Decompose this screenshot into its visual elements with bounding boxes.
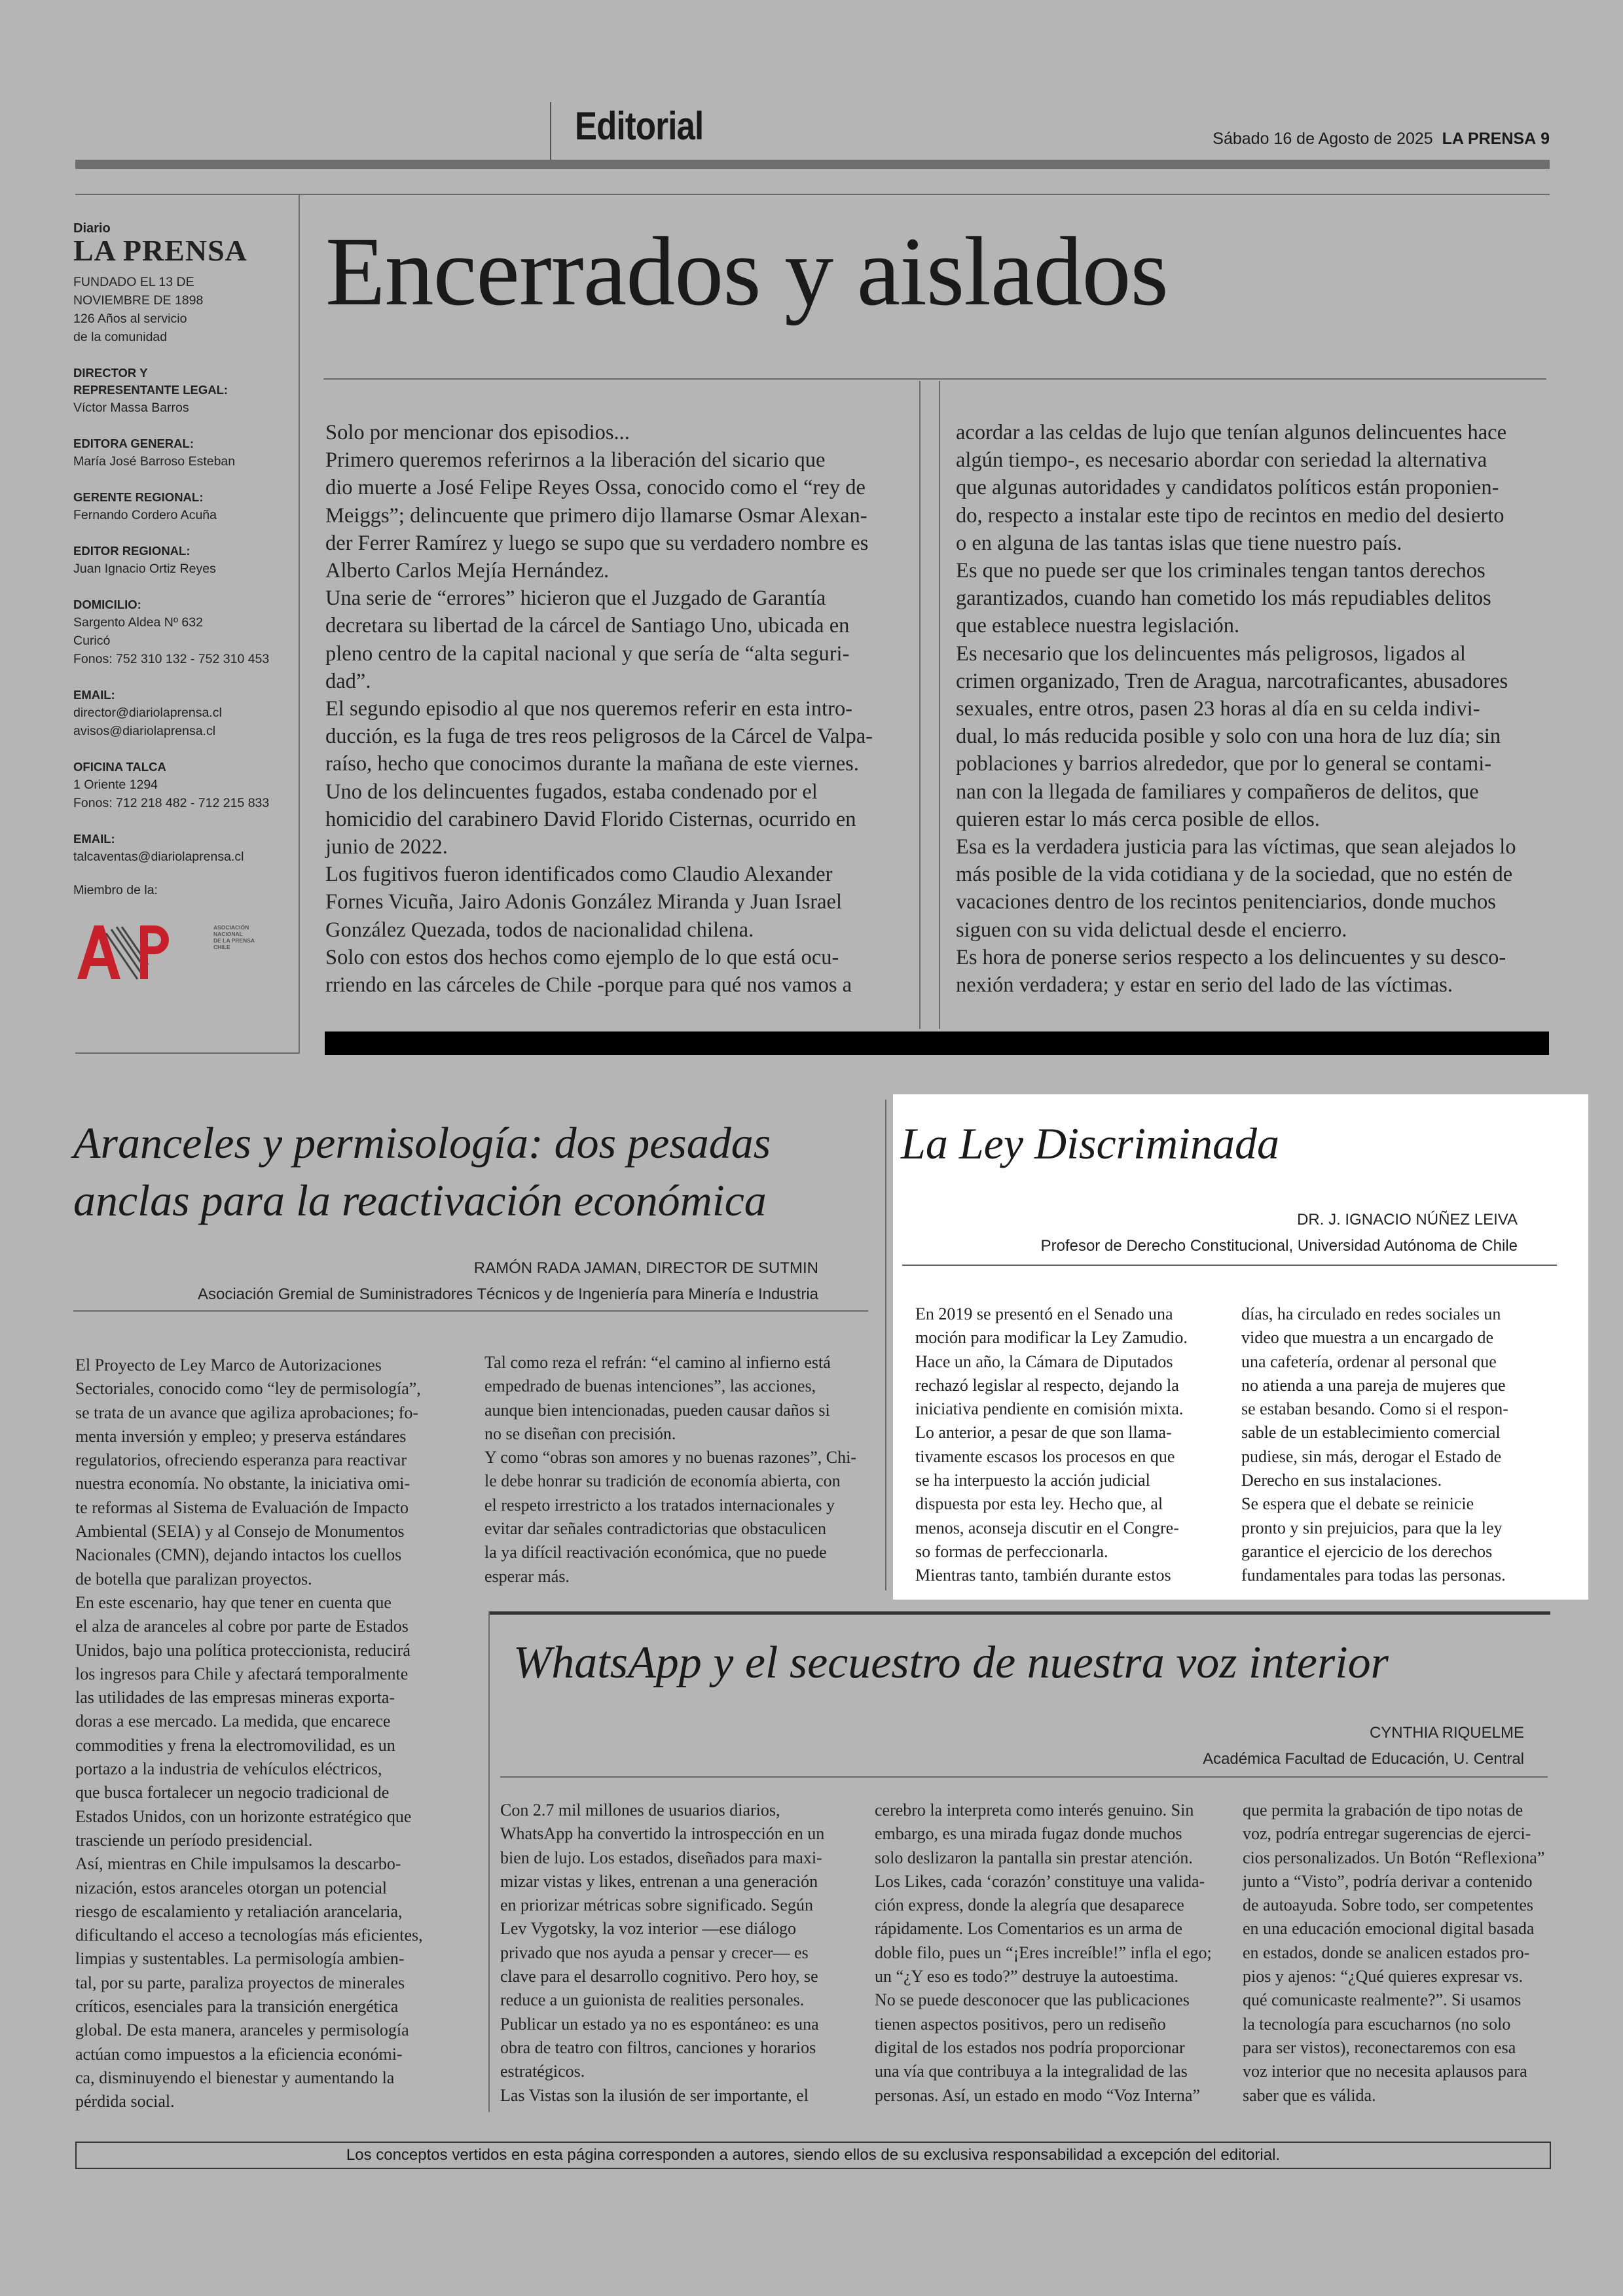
whatsapp-col1-line: WhatsApp ha convertido la introspección en un <box>500 1824 825 1844</box>
whatsapp-col3-line: voz interior que no necesita aplausos para <box>1243 2062 1527 2081</box>
ley-col2-line: días, ha circulado en redes sociales un <box>1241 1304 1501 1323</box>
aranceles-col1-line: En este escenario, hay que tener en cuenta que <box>75 1592 392 1612</box>
masthead-kicker: Diario <box>73 221 111 236</box>
founded-text <box>73 273 289 346</box>
editorial-column-1 <box>325 419 902 999</box>
editorial-column-2 <box>956 419 1545 999</box>
editorial-col1-line: dio muerte a José Felipe Reyes Ossa, conocido como el “rey de <box>325 476 866 500</box>
staff-email-link[interactable]: talcaventas@diariolaprensa.cl <box>73 850 244 864</box>
whatsapp-top-rule <box>488 1611 1550 1615</box>
editorial-col2-line: o en alguna de las tantas islas que tiene nuestro país. <box>956 531 1402 555</box>
editorial-col1-line: raíso, hecho que conocimos durante la mañana de este viernes. <box>325 752 859 776</box>
ley-column-2 <box>1241 1302 1556 1588</box>
editorial-col2-line: nan con la llegada de familiares y compañeros de delitos, que <box>956 780 1479 804</box>
aranceles-col1-line: nización, estos aranceles otorgan un potencial <box>75 1878 388 1897</box>
editorial-title: Encerrados y aislados <box>325 217 1168 326</box>
whatsapp-title: WhatsApp y el secuestro de nuestra voz interior <box>513 1638 1389 1688</box>
section-label: Editorial <box>575 104 704 148</box>
editorial-col1-line: Alberto Carlos Mejía Hernández. <box>325 559 610 583</box>
aranceles-title-line-1: Aranceles y permisología: dos pesadas <box>73 1118 771 1168</box>
aranceles-col1-line: commodities y frena la electromovilidad, es un <box>75 1735 395 1755</box>
footer-disclaimer: Los conceptos vertidos en esta página corresponden a autores, siendo ellos de su exclusiva responsabilidad a excepción del editorial. <box>346 2146 1281 2164</box>
footer-disclaimer-box <box>75 2142 1551 2169</box>
editorial-col2-line: dual, lo más reducida posible y solo con una hora de luz día; sin <box>956 725 1501 749</box>
ley-col1-line: se ha interpuesto la acción judicial <box>915 1471 1150 1490</box>
whatsapp-column-3 <box>1243 1799 1550 2108</box>
aranceles-col2-line: Tal como reza el refrán: “el camino al infierno está <box>484 1353 831 1372</box>
ley-col2-line: video que muestra a un encargado de <box>1241 1328 1494 1348</box>
ley-col2-line: garantice el ejercicio de los derechos <box>1241 1541 1493 1561</box>
editorial-col2-line: Es hora de ponerse serios respecto a los delincuentes y su desco- <box>956 945 1506 969</box>
whatsapp-col2-line: digital de los estados nos podría proporcionar <box>875 2037 1185 2057</box>
ley-col1-line: rechazó legislar al respecto, dejando la <box>915 1375 1179 1395</box>
aranceles-col1-line: global. De esta manera, aranceles y permisología <box>75 2020 409 2040</box>
editorial-col2-line: acordar a las celdas de lujo que tenían algunos delincuentes hace <box>956 421 1507 444</box>
whatsapp-col2-line: doble filo, pues un “¡Eres increíble!” infla el ego; <box>875 1943 1212 1962</box>
aranceles-column-1 <box>75 1354 442 2114</box>
founded-line: FUNDADO EL 13 DE <box>73 275 194 289</box>
aranceles-col1-line: pérdida social. <box>75 2092 175 2111</box>
staff-heading: EMAIL: <box>73 688 115 702</box>
aranceles-col1-line: doras a ese mercado. La medida, que encarece <box>75 1712 391 1731</box>
ley-col1-line: dispuesta por esta ley. Hecho que, al <box>915 1494 1163 1514</box>
whatsapp-col1-line: estratégicos. <box>500 2062 585 2081</box>
whatsapp-col2-line: un “¿Y eso es todo?” destruye la autoestima. <box>875 1967 1178 1986</box>
aranceles-col1-line: las utilidades de las empresas mineras exporta- <box>75 1688 395 1708</box>
anp-logo-icon <box>75 920 173 983</box>
editorial-col2-line: que algunas autoridades y candidatos políticos están proponien- <box>956 476 1499 500</box>
whatsapp-col3-line: de autoayuda. Sobre todo, ser competentes <box>1243 1895 1534 1915</box>
staff-list <box>73 365 289 866</box>
header-rule <box>75 160 1550 169</box>
staff-heading: OFICINA TALCA <box>73 760 166 774</box>
staff-text: María José Barroso Esteban <box>73 454 236 469</box>
anp-sub-line: CHILE <box>213 944 230 950</box>
ley-box <box>893 1094 1588 1600</box>
ley-col2-line: pudiese, sin más, derogar el Estado de <box>1241 1446 1502 1466</box>
editorial-col1-line: Primero queremos referirnos a la liberación del sicario que <box>325 448 826 473</box>
whatsapp-col3-line: pios y ajenos: “¿Qué quieres expresar vs. <box>1243 1967 1523 1986</box>
editorial-col1-line: rriendo en las cárceles de Chile -porque para qué nos vamos a <box>325 973 852 997</box>
staff-block <box>73 831 289 866</box>
aranceles-col1-line: el alza de aranceles al cobre por parte de Estados <box>75 1617 409 1636</box>
editorial-col1-line: homicidio del carabinero David Florido Cisternas, ocurrido en <box>325 807 856 831</box>
whatsapp-col1-line: Publicar un estado ya no es espontáneo: es una <box>500 2014 819 2034</box>
aranceles-col1-line: actúan como impuestos a la eficiencia económi- <box>75 2044 403 2064</box>
whatsapp-col3-line: junto a “Visto”, podría derivar a contenido <box>1243 1871 1533 1891</box>
aranceles-col2-line: Y como “obras son amores y no buenas razones”, Chi- <box>484 1448 856 1467</box>
editorial-col2-line: Es necesario que los delincuentes más peligrosos, ligados al <box>956 641 1466 666</box>
whatsapp-author: CYNTHIA RIQUELME <box>1369 1724 1524 1742</box>
founded-line: 126 Años al servicio <box>73 312 187 326</box>
aranceles-col1-line: limpias y sustentables. La permisología ambien- <box>75 1949 405 1969</box>
editorial-col1-line: der Ferrer Ramírez y luego se supo que su verdadero nombre es <box>325 531 869 555</box>
aranceles-col1-line: los ingresos para Chile y afectará temporalmente <box>75 1664 409 1683</box>
aranceles-column-2 <box>484 1351 864 1588</box>
aranceles-col1-line: que busca fortalecer un negocio tradicional de <box>75 1783 390 1803</box>
editorial-col1-line: González Quezada, todos de nacionalidad chilena. <box>325 918 754 942</box>
ley-col2-line: Derecho en sus instalaciones. <box>1241 1471 1442 1490</box>
aranceles-col1-line: Nacionales (CMN), dejando intactos los cuellos <box>75 1545 402 1565</box>
whatsapp-col1-line: bien de lujo. Los estados, diseñados para maxi- <box>500 1848 822 1867</box>
anp-sub-line: NACIONAL <box>213 931 243 937</box>
whatsapp-col2-line: solo deslizaron la pantalla sin prestar atención. <box>875 1848 1193 1867</box>
editorial-col2-line: Es que no puede ser que los criminales tengan tantos derechos <box>956 559 1486 583</box>
staff-text: Víctor Massa Barros <box>73 401 189 415</box>
editorial-col2-line: poblaciones y barrios alrededor, que por lo general se contami- <box>956 752 1492 776</box>
ley-col1-line: Mientras tanto, también durante estos <box>915 1566 1171 1585</box>
whatsapp-col3-line: qué comunicaste realmente?”. Si usamos <box>1243 1990 1522 2010</box>
aranceles-col1-line: ca, disminuyendo el bienestar y aumentando la <box>75 2068 395 2087</box>
aranceles-title <box>73 1114 771 1229</box>
aranceles-title-line-2: anclas para la reactivación económica <box>73 1175 767 1225</box>
ley-col1-line: moción para modificar la Ley Zamudio. <box>915 1328 1188 1348</box>
ley-col2-line: se estaban besando. Como si el respon- <box>1241 1399 1508 1419</box>
aranceles-col1-line: El Proyecto de Ley Marco de Autorizaciones <box>75 1355 382 1374</box>
aranceles-col1-line: Sectoriales, conocido como “ley de permisología”, <box>75 1379 421 1399</box>
editorial-col1-line: Solo por mencionar dos episodios... <box>325 421 630 444</box>
ley-col1-line: En 2019 se presentó en el Senado una <box>915 1304 1173 1323</box>
aranceles-col1-line: tal, por su parte, paraliza proyectos de minerales <box>75 1973 405 1992</box>
aranceles-col1-line: regulatorios, ofreciendo esperanza para reactivar <box>75 1450 407 1470</box>
ley-col1-line: iniciativa pendiente en comisión mixta. <box>915 1399 1184 1419</box>
ley-col2-line: Se espera que el debate se reinicie <box>1241 1494 1474 1514</box>
editorial-col2-line: crimen organizado, Tren de Aragua, narcotraficantes, abusadores <box>956 669 1508 693</box>
masthead-logo: LA PRENSA <box>73 234 247 267</box>
staff-heading: DIRECTOR Y <box>73 366 148 380</box>
sidebar <box>73 221 289 992</box>
aranceles-affiliation: Asociación Gremial de Suministradores Técnicos y de Ingeniería para Minería e Industria <box>197 1285 818 1303</box>
editorial-col2-line: siguen con su vida delictual desde el encierro. <box>956 918 1347 942</box>
whatsapp-col1-line: en priorizar métricas sobre significado. Según <box>500 1895 813 1915</box>
staff-text: Sargento Aldea Nº 632 <box>73 615 203 630</box>
anp-sub-line: ASOCIACIÓN <box>213 924 249 931</box>
aranceles-col1-line: portazo a la industria de vehículos eléctricos, <box>75 1759 382 1779</box>
staff-heading: EDITORA GENERAL: <box>73 437 194 450</box>
header-date: Sábado 16 de Agosto de 2025 <box>1213 130 1433 148</box>
staff-block <box>73 543 289 578</box>
editorial-col2-line: que establece nuestra legislación. <box>956 614 1240 638</box>
whatsapp-byline <box>498 1720 1524 1772</box>
editorial-col2-line: sexuales, entre otros, pasen 23 horas al día en su celda indivi- <box>956 697 1480 721</box>
editorial-col1-line: dad”. <box>325 669 371 693</box>
anp-logo <box>73 920 289 992</box>
whatsapp-col2-line: No se puede desconocer que las publicaciones <box>875 1990 1190 2010</box>
staff-block <box>73 365 289 417</box>
aranceles-col1-line: Ambiental (SEIA) y al Consejo de Monumentos <box>75 1522 405 1541</box>
ley-col1-line: tivamente escasos los procesos en que <box>915 1446 1175 1466</box>
aranceles-col1-line: Unidos, bajo una política proteccionista, reducirá <box>75 1640 410 1660</box>
ley-affiliation: Profesor de Derecho Constitucional, Universidad Autónoma de Chile <box>1040 1237 1518 1255</box>
aranceles-col2-line: evitar dar señales contradictorias que obstaculicen <box>484 1519 826 1539</box>
ley-col1-line: so formas de perfeccionarla. <box>915 1541 1108 1561</box>
editorial-col1-line: Meiggs”; delincuente que primero dijo llamarse Osmar Alexan- <box>325 503 867 528</box>
editorial-col1-line: junio de 2022. <box>325 835 448 859</box>
staff-text: Curicó <box>73 634 111 648</box>
aranceles-col1-line: te reformas al Sistema de Evaluación de Impacto <box>75 1498 409 1517</box>
anp-sub-line: DE LA PRENSA <box>213 937 255 944</box>
founded-line: NOVIEMBRE DE 1898 <box>73 293 204 308</box>
header-paper: LA PRENSA <box>1442 130 1537 148</box>
header-date-line <box>1213 130 1550 149</box>
aranceles-col1-line: se trata de un avance que agiliza aprobaciones; fo- <box>75 1403 419 1422</box>
whatsapp-col2-line: Los Likes, cada ‘corazón’ constituye una valida- <box>875 1871 1205 1891</box>
staff-heading: EMAIL: <box>73 832 115 846</box>
whatsapp-affiliation: Académica Facultad de Educación, U. Central <box>1203 1750 1524 1768</box>
staff-text: Fonos: 752 310 132 - 752 310 453 <box>73 652 270 666</box>
staff-email-link[interactable]: avisos@diariolaprensa.cl <box>73 724 216 738</box>
staff-heading: GERENTE REGIONAL: <box>73 490 204 504</box>
aranceles-col2-line: aunque bien intencionadas, pueden causar daños si <box>484 1400 830 1420</box>
editorial-col2-line: más posible de la vida cotidiana y de la sociedad, que no estén de <box>956 863 1513 887</box>
aranceles-col1-line: dificultando el acceso a tecnologías más eficientes, <box>75 1926 423 1945</box>
staff-block <box>73 489 289 524</box>
whatsapp-col1-line: Lev Vygotsky, la voz interior —ese diálogo <box>500 1919 797 1939</box>
whatsapp-col3-line: que permita la grabación de tipo notas de <box>1243 1801 1523 1820</box>
aranceles-col1-line: de botella que paralizan proyectos. <box>75 1569 312 1588</box>
staff-text: Fonos: 712 218 482 - 712 215 833 <box>73 796 270 810</box>
ley-col1-line: Lo anterior, a pesar de que son llama- <box>915 1423 1172 1443</box>
staff-text: 1 Oriente 1294 <box>73 778 158 792</box>
editorial-col2-line: nexión verdadera; y estar en serio del lado de las víctimas. <box>956 973 1453 997</box>
aranceles-col2-line: esperar más. <box>484 1566 570 1586</box>
ley-col1-line: Hace un año, la Cámara de Diputados <box>915 1352 1173 1371</box>
whatsapp-col3-line: voz, podría entregar sugerencias de ejerci- <box>1243 1824 1531 1844</box>
ley-title: La Ley Discriminada <box>901 1119 1279 1168</box>
member-label: Miembro de la: <box>73 883 158 897</box>
whatsapp-col3-line: en una educación emocional digital basada <box>1243 1919 1535 1939</box>
anp-logo-subtext <box>213 924 255 950</box>
whatsapp-col1-line: Con 2.7 mil millones de usuarios diarios, <box>500 1801 780 1820</box>
staff-block <box>73 759 289 812</box>
staff-block <box>73 435 289 471</box>
aranceles-col2-line: el respeto irrestricto a los tratados internacionales y <box>484 1495 835 1515</box>
aranceles-col1-line: menta inversión y empleo; y preserva estándares <box>75 1426 407 1446</box>
ley-byline <box>893 1207 1518 1259</box>
whatsapp-col3-line: saber que es válida. <box>1243 2085 1376 2105</box>
whatsapp-column-2 <box>875 1799 1215 2108</box>
aranceles-col2-line: le debe honrar su tradición de economía abierta, con <box>484 1471 841 1491</box>
editorial-col1-line: El segundo episodio al que nos queremos referir en esta intro- <box>325 697 853 721</box>
editorial-col2-line: quieren estar lo más cerca posible de ellos. <box>956 807 1320 831</box>
aranceles-col1-line: Así, mientras en Chile impulsamos la descarbo- <box>75 1854 401 1874</box>
editorial-col1-line: Solo con estos dos hechos como ejemplo de lo que está ocu- <box>325 945 839 969</box>
whatsapp-col1-line: privado que nos ayuda a pensar y crecer— es <box>500 1943 809 1962</box>
whatsapp-col3-line: cios personalizados. Un Botón “Reflexiona” <box>1243 1848 1545 1867</box>
whatsapp-column-1 <box>500 1799 841 2108</box>
whatsapp-col1-line: reduce a un guionista de realities personales. <box>500 1990 805 2010</box>
ley-author: DR. J. IGNACIO NÚÑEZ LEIVA <box>1297 1211 1518 1229</box>
aranceles-col1-line: Estados Unidos, con un horizonte estratégico que <box>75 1806 412 1826</box>
aranceles-byline <box>73 1255 818 1308</box>
staff-heading: DOMICILIO: <box>73 598 141 611</box>
editorial-col1-line: ducción, es la fuga de tres reos peligrosos de la Cárcel de Valpa- <box>325 725 873 749</box>
whatsapp-col2-line: rápidamente. Los Comentarios es un arma de <box>875 1919 1183 1939</box>
whatsapp-col1-line: Las Vistas son la ilusión de ser importante, el <box>500 2085 809 2105</box>
editorial-col1-line: Los fugitivos fueron identificados como Claudio Alexander <box>325 863 833 887</box>
whatsapp-col2-line: embargo, es una mirada fugaz donde muchos <box>875 1824 1182 1844</box>
aranceles-col1-line: trasciende un período presidencial. <box>75 1830 313 1850</box>
ley-col2-line: pronto y sin prejuicios, para que la ley <box>1241 1518 1503 1537</box>
editorial-col1-line: Una serie de “errores” hicieron que el Juzgado de Garantía <box>325 586 826 611</box>
aranceles-col2-line: la ya difícil reactivación económica, que no puede <box>484 1543 827 1562</box>
founded-line: de la comunidad <box>73 330 168 344</box>
ley-col1-line: menos, aconseja discutir en el Congre- <box>915 1518 1179 1537</box>
aranceles-col2-line: no se diseñan con precisión. <box>484 1424 676 1443</box>
staff-block <box>73 687 289 740</box>
editorial-col1-line: Uno de los delincuentes fugados, estaba condenado por el <box>325 780 818 804</box>
editorial-col1-line: decretara su libertad de la cárcel de Santiago Uno, ubicada en <box>325 614 850 638</box>
whatsapp-col2-line: personas. Así, un estado en modo “Voz Interna” <box>875 2085 1201 2105</box>
aranceles-col1-line: nuestra economía. No obstante, la iniciativa omi- <box>75 1474 410 1494</box>
editorial-col2-line: garantizados, cuando han cometido los más repudiables delitos <box>956 586 1491 611</box>
editorial-col2-line: algún tiempo-, es necesario abordar con seriedad la alternativa <box>956 448 1487 473</box>
staff-email-link[interactable]: director@diariolaprensa.cl <box>73 706 222 720</box>
whatsapp-col1-line: obra de teatro con filtros, canciones y horarios <box>500 2037 816 2057</box>
whatsapp-col2-line: una vía que contribuya a la integralidad de las <box>875 2062 1188 2081</box>
aranceles-col1-line: riesgo de escalamiento y retaliación arancelaria, <box>75 1901 403 1921</box>
whatsapp-col3-line: para ser vistos), reconectaremos con esa <box>1243 2037 1516 2057</box>
whatsapp-col2-line: tienen aspectos positivos, pero un rediseño <box>875 2014 1166 2034</box>
aranceles-col1-line: críticos, esenciales para la transición energética <box>75 1997 399 2017</box>
staff-heading: EDITOR REGIONAL: <box>73 544 191 558</box>
whatsapp-col1-line: clave para el desarrollo cognitivo. Pero hoy, se <box>500 1967 818 1986</box>
editorial-col1-line: pleno centro de la capital nacional y que sería de “alta seguri- <box>325 641 850 666</box>
staff-text: Fernando Cordero Acuña <box>73 508 217 522</box>
aranceles-author: RAMÓN RADA JAMAN, DIRECTOR DE SUTMIN <box>473 1259 818 1277</box>
staff-heading: REPRESENTANTE LEGAL: <box>73 383 228 397</box>
whatsapp-col2-line: cerebro la interpreta como interés genuino. Sin <box>875 1801 1194 1820</box>
whatsapp-col2-line: ción express, donde la alegría que desaparece <box>875 1895 1184 1915</box>
ley-col2-line: una cafetería, ordenar al personal que <box>1241 1352 1497 1371</box>
editorial-col2-line: do, respecto a instalar este tipo de recintos en medio del desierto <box>956 503 1504 528</box>
ley-column-1 <box>915 1302 1223 1588</box>
header-page-number: 9 <box>1541 130 1550 148</box>
whatsapp-col3-line: la tecnología para escucharnos (no solo <box>1243 2014 1511 2034</box>
whatsapp-col1-line: mizar vistas y likes, entrenan a una generación <box>500 1871 818 1891</box>
ley-col2-line: fundamentales para todas las personas. <box>1241 1566 1506 1585</box>
staff-block <box>73 596 289 668</box>
aranceles-col2-line: empedrado de buenas intenciones”, las acciones, <box>484 1376 816 1396</box>
editorial-bottom-bar <box>325 1031 1549 1055</box>
ley-col2-line: sable de un establecimiento comercial <box>1241 1423 1501 1443</box>
staff-text: Juan Ignacio Ortiz Reyes <box>73 562 216 576</box>
editorial-col2-line: vacaciones dentro de los recintos penitenciarios, donde muchos <box>956 890 1496 914</box>
ley-col2-line: no atienda a una pareja de mujeres que <box>1241 1375 1506 1395</box>
editorial-col2-line: Esa es la verdadera justicia para las víctimas, que sean alejados lo <box>956 835 1516 859</box>
editorial-col1-line: Fornes Vicuña, Jairo Adonis González Miranda y Juan Israel <box>325 890 842 914</box>
whatsapp-col3-line: en estados, donde se analicen estados pro- <box>1243 1943 1530 1962</box>
